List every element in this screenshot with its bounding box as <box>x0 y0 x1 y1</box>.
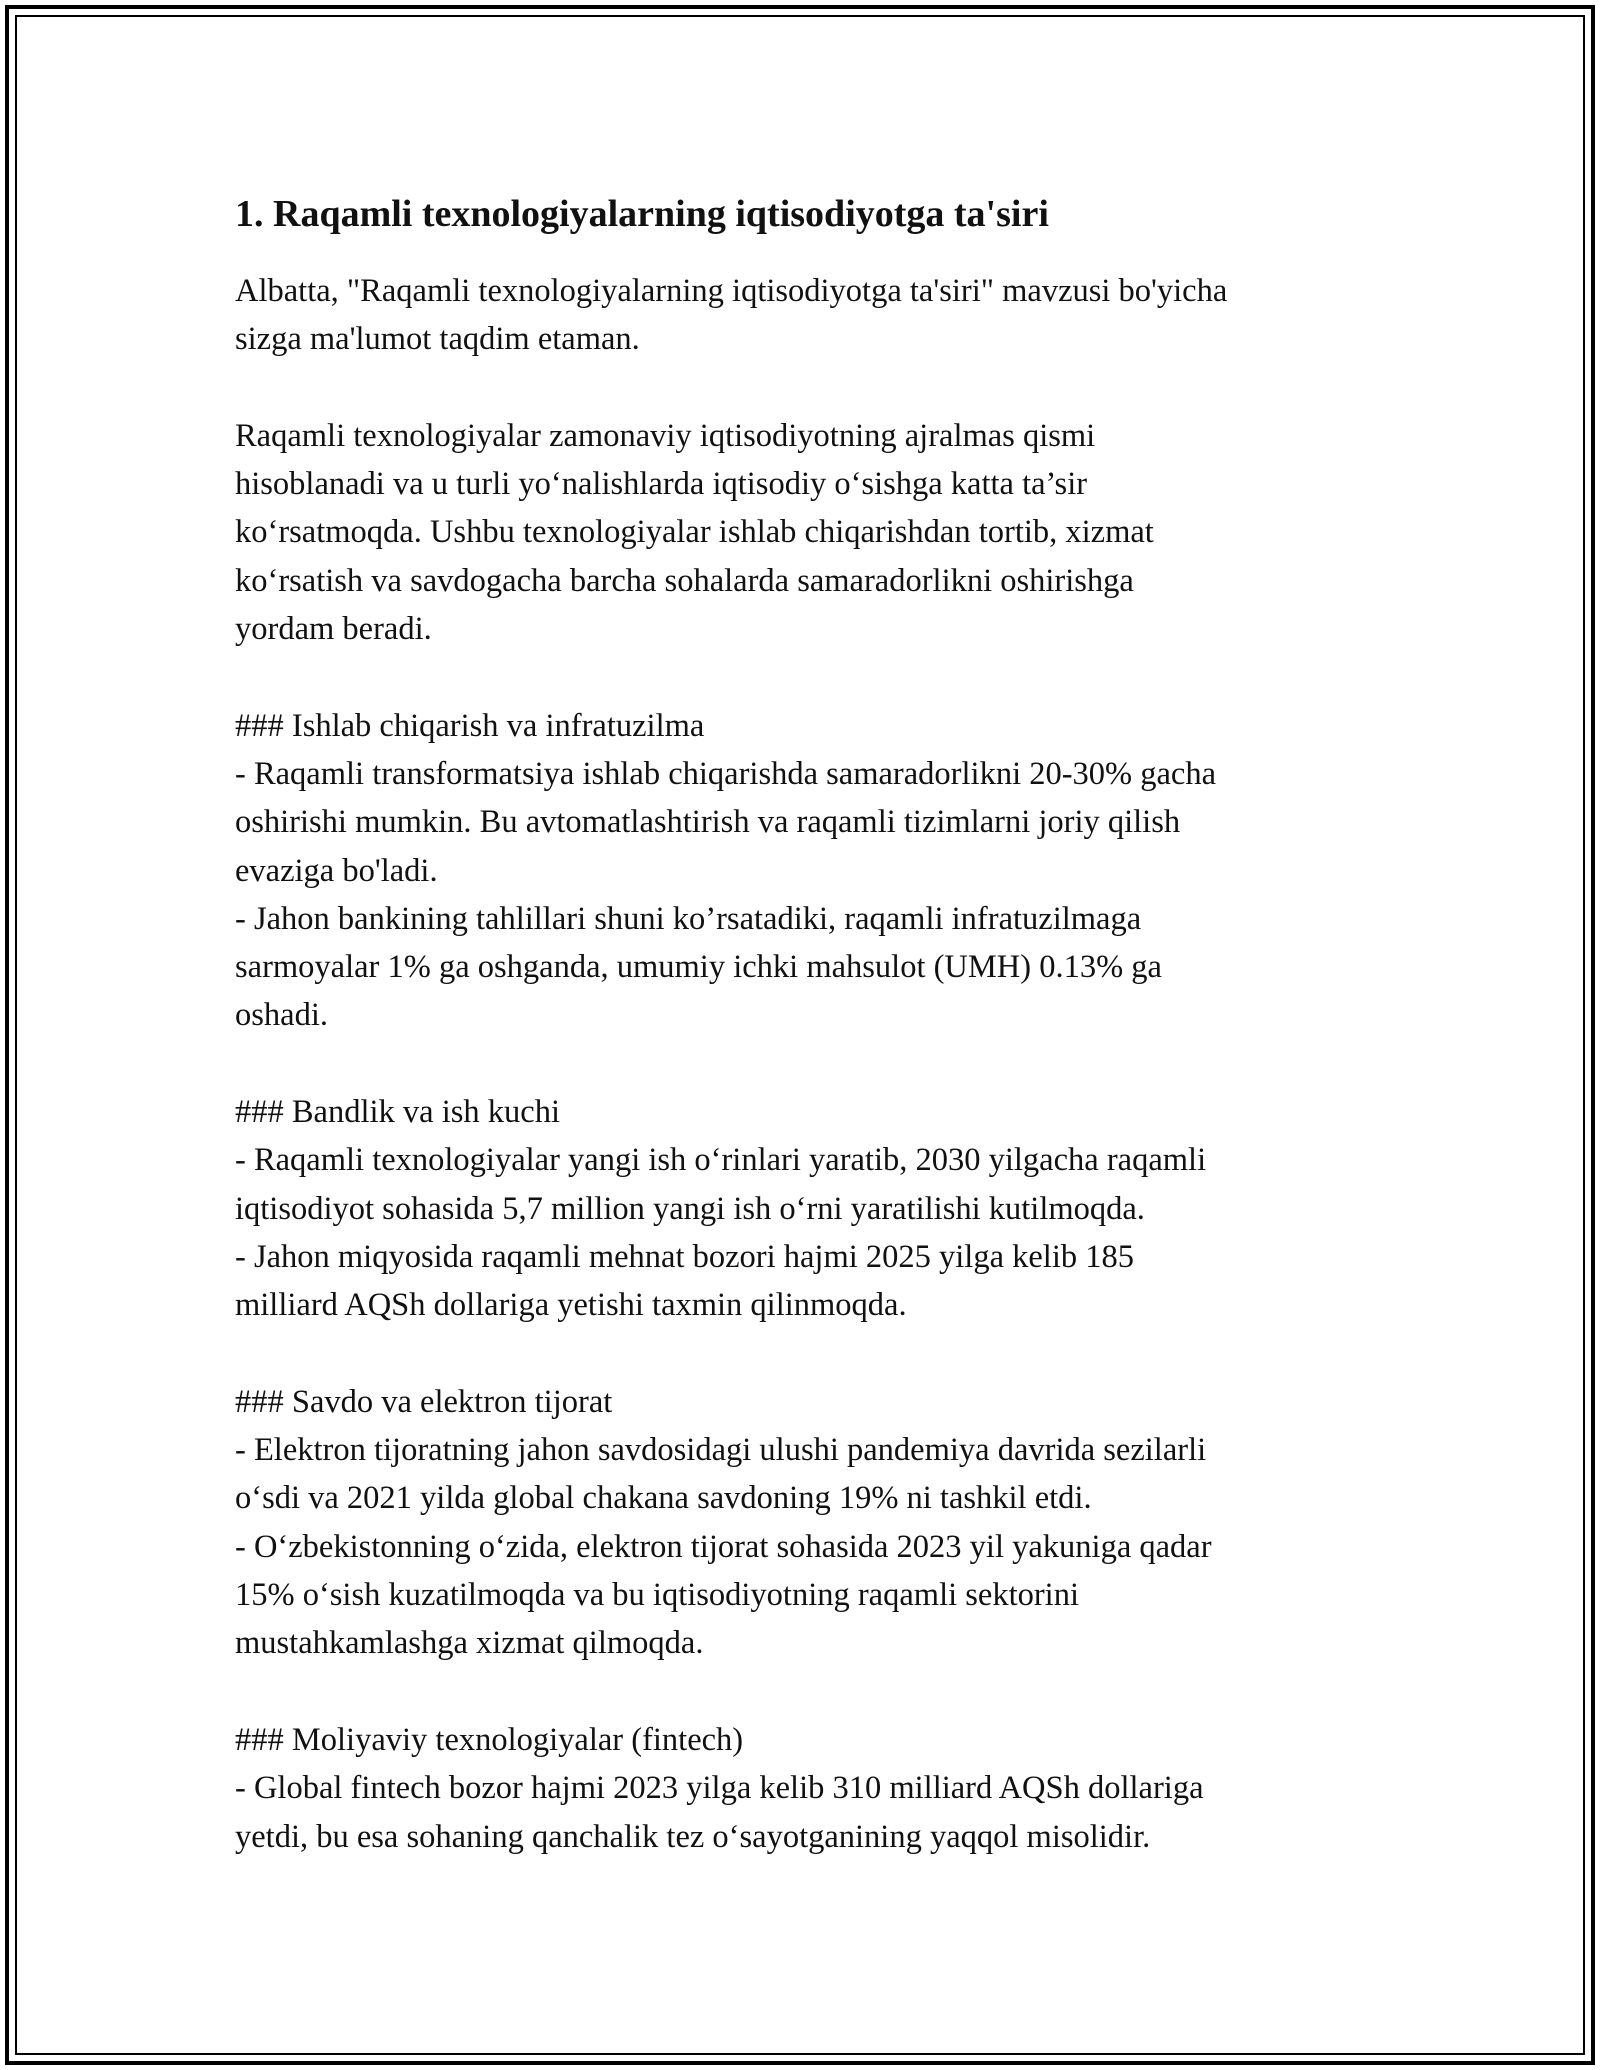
section-heading: ### Savdo va elektron tijorat <box>235 1383 613 1420</box>
document-body <box>235 185 1375 1861</box>
bullet-item: - Raqamli transformatsiya ishlab chiqarishda samaradorlikni 20-30% gacha oshirishi mumkin. Bu avtomatlashtirish va raqamli tizimlarni joriy qilish evaziga bo'ladi. <box>235 755 1217 889</box>
section-heading: ### Moliyaviy texnologiyalar (fintech) <box>235 1721 744 1758</box>
document-title: 1. Raqamli texnologiyalarning iqtisodiyotga ta'siri <box>235 193 1049 235</box>
bullet-item: - Jahon bankining tahlillari shuni ko’rsatadiki, raqamli infratuzilmaga sarmoyalar 1% ga oshganda, umumiy ichki mahsulot (UMH) 0.13% ga oshadi. <box>235 900 1162 1034</box>
bullet-item: - Raqamli texnologiyalar yangi ish o‘rinlari yaratib, 2030 yilgacha raqamli iqtisodiyot sohasida 5,7 million yangi ish o‘rni yaratilishi kutilmoqda. <box>235 1142 1207 1227</box>
section-ecommerce <box>235 1378 1375 1668</box>
overview-paragraph: Raqamli texnologiyalar zamonaviy iqtisodiyotning ajralmas qismi hisoblanadi va u turli yo‘nalishlarda iqtisodiy o‘sishga katta ta’sir ko‘rsatmoqda. Ushbu texnologiyalar ishlab chiqarishdan tortib, xizmat ko‘rsatish va savdogacha barcha sohalarda samaradorlikni oshirishga yordam beradi. <box>235 417 1154 648</box>
section-heading: ### Bandlik va ish kuchi <box>235 1094 560 1131</box>
bullet-item: - Global fintech bozor hajmi 2023 yilga kelib 310 milliard AQSh dollariga yetdi, bu esa sohaning qanchalik tez o‘sayotganining yaqqol misolidir. <box>235 1770 1204 1855</box>
intro-paragraph: Albatta, "Raqamli texnologiyalarning iqtisodiyotga ta'siri" mavzusi bo'yicha sizga ma'lumot taqdim etaman. <box>235 273 1228 358</box>
spacer <box>235 364 1375 412</box>
section-production <box>235 702 1375 1040</box>
bullet-item: - O‘zbekistonning o‘zida, elektron tijorat sohasida 2023 yil yakuniga qadar 15% o‘sish kuzatilmoqda va bu iqtisodiyotning raqamli sektorini mustahkamlashga xizmat qilmoqda. <box>235 1528 1212 1662</box>
spacer <box>235 653 1375 701</box>
section-employment <box>235 1088 1375 1329</box>
bullet-item: - Jahon miqyosida raqamli mehnat bozori hajmi 2025 yilga kelib 185 milliard AQSh dollariga yetishi taxmin qilinmoqda. <box>235 1238 1134 1324</box>
bullet-item: - Elektron tijoratning jahon savdosidagi ulushi pandemiya davrida sezilarli o‘sdi va 2021 yilda global chakana savdoning 19% ni tashkil etdi. <box>235 1432 1207 1517</box>
section-heading: ### Ishlab chiqarish va infratuzilma <box>235 707 705 744</box>
section-fintech <box>235 1716 1375 1861</box>
spacer <box>235 1330 1375 1378</box>
spacer <box>235 1040 1375 1088</box>
spacer <box>235 1668 1375 1716</box>
